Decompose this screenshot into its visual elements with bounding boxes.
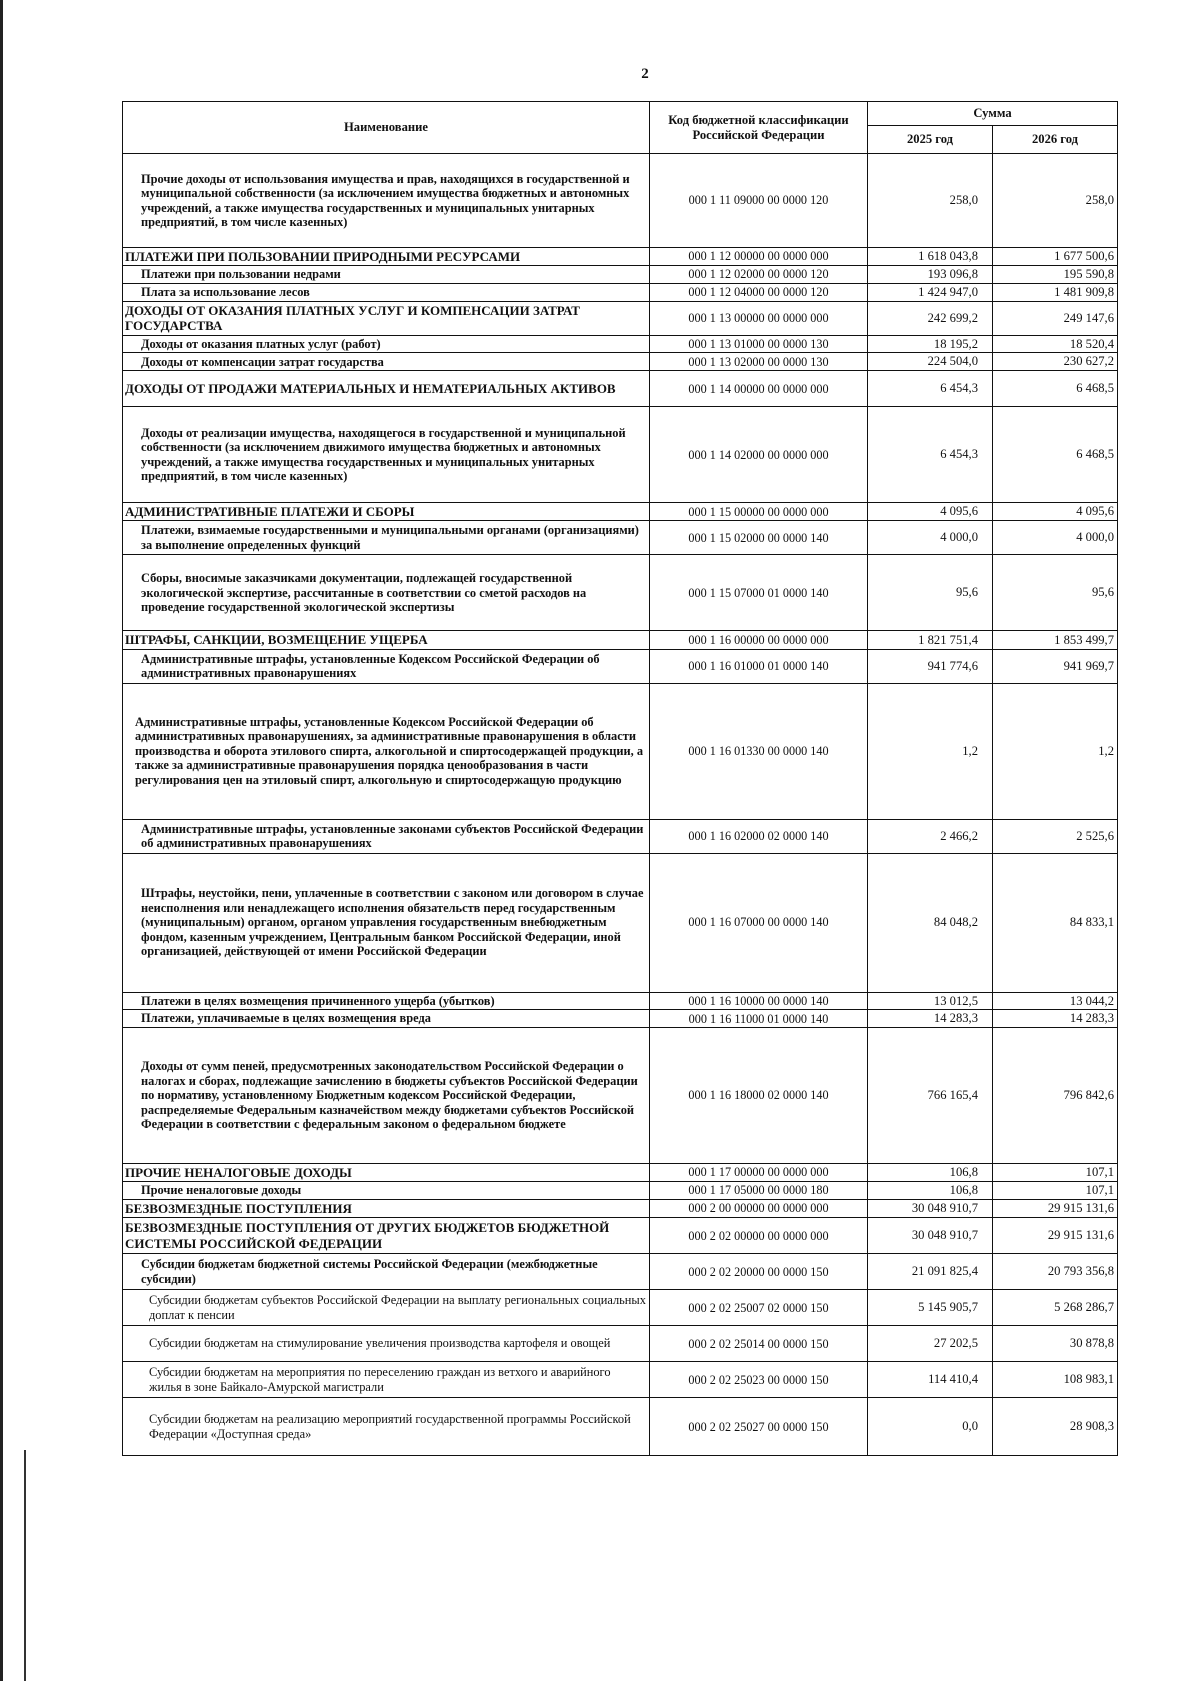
table-row: [123, 248, 1118, 266]
row-name: Платежи при пользовании недрами: [123, 266, 650, 284]
row-sum-2026: 4 095,6: [993, 503, 1118, 521]
row-sum-2025: 766 165,4: [868, 1028, 993, 1164]
table-row: [123, 649, 1118, 683]
row-sum-2026: 13 044,2: [993, 992, 1118, 1010]
row-sum-2025: 114 410,4: [868, 1362, 993, 1398]
row-sum-2026: 5 268 286,7: [993, 1290, 1118, 1326]
row-sum-2026: 1 481 909,8: [993, 283, 1118, 301]
row-sum-2025: 1 424 947,0: [868, 283, 993, 301]
row-name: Доходы от реализации имущества, находящегося в государственной и муниципальной собственности (за исключением движимого имущества бюджетных и автономных учреждений, а также имущества государственных и муниципальных унитарных предприятий, в том числе казенных): [123, 407, 650, 503]
row-name: ШТРАФЫ, САНКЦИИ, ВОЗМЕЩЕНИЕ УЩЕРБА: [123, 631, 650, 649]
row-sum-2026: 107,1: [993, 1164, 1118, 1182]
table-row: [123, 503, 1118, 521]
row-code: 000 1 13 01000 00 0000 130: [650, 335, 868, 353]
table-row: [123, 1362, 1118, 1398]
row-sum-2025: 2 466,2: [868, 819, 993, 853]
scan-edge-mark: [24, 1450, 26, 1681]
table-row: [123, 521, 1118, 555]
header-code: Код бюджетной классификации Российской Федерации: [650, 102, 868, 154]
table-row: [123, 407, 1118, 503]
table-row: [123, 1326, 1118, 1362]
row-code: 000 1 16 11000 01 0000 140: [650, 1010, 868, 1028]
header-year-2026: 2026 год: [993, 126, 1118, 154]
row-code: 000 2 02 00000 00 0000 000: [650, 1218, 868, 1254]
row-code: 000 1 14 00000 00 0000 000: [650, 371, 868, 407]
row-code: 000 1 16 01000 01 0000 140: [650, 649, 868, 683]
table-row: [123, 853, 1118, 992]
row-name: Платежи, уплачиваемые в целях возмещения вреда: [123, 1010, 650, 1028]
row-name: ПРОЧИЕ НЕНАЛОГОВЫЕ ДОХОДЫ: [123, 1164, 650, 1182]
table-row: [123, 1254, 1118, 1290]
budget-revenue-table: [122, 101, 1118, 1456]
row-sum-2026: 108 983,1: [993, 1362, 1118, 1398]
row-sum-2025: 193 096,8: [868, 266, 993, 284]
row-code: 000 2 00 00000 00 0000 000: [650, 1199, 868, 1217]
row-sum-2025: 224 504,0: [868, 353, 993, 371]
table-row: [123, 683, 1118, 819]
row-sum-2025: 95,6: [868, 555, 993, 631]
row-name: ДОХОДЫ ОТ ОКАЗАНИЯ ПЛАТНЫХ УСЛУГ И КОМПЕНСАЦИИ ЗАТРАТ ГОСУДАРСТВА: [123, 301, 650, 335]
row-code: 000 1 16 10000 00 0000 140: [650, 992, 868, 1010]
row-sum-2026: 1,2: [993, 683, 1118, 819]
table-body: [123, 154, 1118, 1456]
row-code: 000 1 16 01330 00 0000 140: [650, 683, 868, 819]
table-row: [123, 266, 1118, 284]
table-row: [123, 371, 1118, 407]
row-sum-2025: 84 048,2: [868, 853, 993, 992]
row-code: 000 1 14 02000 00 0000 000: [650, 407, 868, 503]
row-code: 000 1 16 02000 02 0000 140: [650, 819, 868, 853]
row-sum-2025: 941 774,6: [868, 649, 993, 683]
table-row: [123, 1199, 1118, 1217]
page-number: 2: [641, 66, 649, 82]
row-name: Доходы от сумм пеней, предусмотренных законодательством Российской Федерации о налогах и сборах, подлежащие зачислению в бюджеты субъектов Российской Федерации по нормативу, установленному Бюджетным кодексом Российской Федерации, распределяемые Федеральным казначейством между бюджетами субъектов Российской Федерации в соответствии с федеральным законом о федеральном бюджете: [123, 1028, 650, 1164]
scan-edge: [0, 0, 3, 1681]
row-name: АДМИНИСТРАТИВНЫЕ ПЛАТЕЖИ И СБОРЫ: [123, 503, 650, 521]
row-name: Платежи, взимаемые государственными и муниципальными органами (организациями) за выполнение определенных функций: [123, 521, 650, 555]
row-sum-2026: 1 853 499,7: [993, 631, 1118, 649]
row-sum-2026: 28 908,3: [993, 1398, 1118, 1456]
table-row: [123, 555, 1118, 631]
row-code: 000 2 02 20000 00 0000 150: [650, 1254, 868, 1290]
row-sum-2025: 30 048 910,7: [868, 1199, 993, 1217]
row-code: 000 1 17 00000 00 0000 000: [650, 1164, 868, 1182]
row-sum-2025: 1,2: [868, 683, 993, 819]
row-sum-2026: 230 627,2: [993, 353, 1118, 371]
row-sum-2025: 13 012,5: [868, 992, 993, 1010]
table-row: [123, 154, 1118, 248]
row-code: 000 1 12 04000 00 0000 120: [650, 283, 868, 301]
row-name: Прочие неналоговые доходы: [123, 1182, 650, 1200]
row-code: 000 1 13 02000 00 0000 130: [650, 353, 868, 371]
row-name: Административные штрафы, установленные Кодексом Российской Федерации об административных правонарушениях: [123, 649, 650, 683]
table-row: [123, 1028, 1118, 1164]
row-sum-2026: 258,0: [993, 154, 1118, 248]
table-row: [123, 631, 1118, 649]
row-sum-2025: 5 145 905,7: [868, 1290, 993, 1326]
row-sum-2026: 84 833,1: [993, 853, 1118, 992]
table-row: [123, 1290, 1118, 1326]
row-code: 000 2 02 25007 02 0000 150: [650, 1290, 868, 1326]
row-sum-2026: 29 915 131,6: [993, 1199, 1118, 1217]
row-sum-2026: 195 590,8: [993, 266, 1118, 284]
row-sum-2025: 242 699,2: [868, 301, 993, 335]
row-code: 000 1 12 00000 00 0000 000: [650, 248, 868, 266]
row-sum-2026: 30 878,8: [993, 1326, 1118, 1362]
table-row: [123, 353, 1118, 371]
row-code: 000 1 11 09000 00 0000 120: [650, 154, 868, 248]
row-sum-2025: 18 195,2: [868, 335, 993, 353]
row-sum-2026: 6 468,5: [993, 407, 1118, 503]
row-name: ДОХОДЫ ОТ ПРОДАЖИ МАТЕРИАЛЬНЫХ И НЕМАТЕРИАЛЬНЫХ АКТИВОВ: [123, 371, 650, 407]
row-sum-2025: 30 048 910,7: [868, 1218, 993, 1254]
row-sum-2026: 14 283,3: [993, 1010, 1118, 1028]
row-sum-2026: 941 969,7: [993, 649, 1118, 683]
row-sum-2025: 14 283,3: [868, 1010, 993, 1028]
row-name: Доходы от оказания платных услуг (работ): [123, 335, 650, 353]
table-row: [123, 1010, 1118, 1028]
row-name: Административные штрафы, установленные законами субъектов Российской Федерации об административных правонарушениях: [123, 819, 650, 853]
row-sum-2025: 1 821 751,4: [868, 631, 993, 649]
row-name: Субсидии бюджетам на реализацию мероприятий государственной программы Российской Федерации «Доступная среда»: [123, 1398, 650, 1456]
row-sum-2026: 1 677 500,6: [993, 248, 1118, 266]
row-sum-2026: 4 000,0: [993, 521, 1118, 555]
table-row: [123, 819, 1118, 853]
row-sum-2025: 258,0: [868, 154, 993, 248]
row-name: Административные штрафы, установленные Кодексом Российской Федерации об административных правонарушениях, за административные правонарушения в области производства и оборота этилового спирта, алкогольной и спиртосодержащей продукции, а также за административные правонарушения порядка ценообразования в части регулирования цен на этиловый спирт, алкогольную и спиртосодержащую продукцию: [123, 683, 650, 819]
table-row: [123, 992, 1118, 1010]
row-name: ПЛАТЕЖИ ПРИ ПОЛЬЗОВАНИИ ПРИРОДНЫМИ РЕСУРСАМИ: [123, 248, 650, 266]
row-sum-2025: 4 000,0: [868, 521, 993, 555]
table-row: [123, 1398, 1118, 1456]
row-sum-2026: 95,6: [993, 555, 1118, 631]
row-sum-2025: 4 095,6: [868, 503, 993, 521]
row-sum-2025: 106,8: [868, 1182, 993, 1200]
row-code: 000 1 12 02000 00 0000 120: [650, 266, 868, 284]
row-sum-2026: 796 842,6: [993, 1028, 1118, 1164]
table-row: [123, 1164, 1118, 1182]
row-sum-2026: 29 915 131,6: [993, 1218, 1118, 1254]
row-name: Штрафы, неустойки, пени, уплаченные в соответствии с законом или договором в случае неисполнения или ненадлежащего исполнения обязательств перед государственным (муниципальным) органом, органом управления государственным внебюджетным фондом, казенным учреждением, Центральным банком Российской Федерации, иной организацией, действующей от имени Российской Федерации: [123, 853, 650, 992]
row-name: БЕЗВОЗМЕЗДНЫЕ ПОСТУПЛЕНИЯ: [123, 1199, 650, 1217]
row-code: 000 1 15 07000 01 0000 140: [650, 555, 868, 631]
row-sum-2025: 21 091 825,4: [868, 1254, 993, 1290]
row-code: 000 2 02 25027 00 0000 150: [650, 1398, 868, 1456]
row-sum-2026: 6 468,5: [993, 371, 1118, 407]
row-name: Плата за использование лесов: [123, 283, 650, 301]
row-sum-2025: 106,8: [868, 1164, 993, 1182]
row-sum-2026: 20 793 356,8: [993, 1254, 1118, 1290]
row-sum-2026: 107,1: [993, 1182, 1118, 1200]
row-sum-2026: 18 520,4: [993, 335, 1118, 353]
row-sum-2026: 249 147,6: [993, 301, 1118, 335]
row-name: Платежи в целях возмещения причиненного ущерба (убытков): [123, 992, 650, 1010]
row-code: 000 1 17 05000 00 0000 180: [650, 1182, 868, 1200]
row-name: Субсидии бюджетам на стимулирование увеличения производства картофеля и овощей: [123, 1326, 650, 1362]
row-code: 000 2 02 25023 00 0000 150: [650, 1362, 868, 1398]
header-sum: Сумма: [868, 102, 1118, 126]
row-sum-2025: 0,0: [868, 1398, 993, 1456]
row-sum-2025: 27 202,5: [868, 1326, 993, 1362]
row-code: 000 1 15 00000 00 0000 000: [650, 503, 868, 521]
row-code: 000 1 15 02000 00 0000 140: [650, 521, 868, 555]
row-name: Субсидии бюджетам на мероприятия по переселению граждан из ветхого и аварийного жилья в зоне Байкало-Амурской магистрали: [123, 1362, 650, 1398]
row-name: БЕЗВОЗМЕЗДНЫЕ ПОСТУПЛЕНИЯ ОТ ДРУГИХ БЮДЖЕТОВ БЮДЖЕТНОЙ СИСТЕМЫ РОССИЙСКОЙ ФЕДЕРАЦИИ: [123, 1218, 650, 1254]
row-name: Сборы, вносимые заказчиками документации, подлежащей государственной экологической экспертизе, рассчитанные в соответствии со сметой расходов на проведение государственной экологической экспертизы: [123, 555, 650, 631]
row-name: Субсидии бюджетам бюджетной системы Российской Федерации (межбюджетные субсидии): [123, 1254, 650, 1290]
table-row: [123, 1182, 1118, 1200]
row-sum-2025: 1 618 043,8: [868, 248, 993, 266]
table-row: [123, 1218, 1118, 1254]
table-row: [123, 283, 1118, 301]
header-name: Наименование: [123, 102, 650, 154]
row-sum-2026: 2 525,6: [993, 819, 1118, 853]
table-row: [123, 301, 1118, 335]
row-code: 000 1 16 18000 02 0000 140: [650, 1028, 868, 1164]
row-code: 000 2 02 25014 00 0000 150: [650, 1326, 868, 1362]
header-year-2025: 2025 год: [868, 126, 993, 154]
row-code: 000 1 13 00000 00 0000 000: [650, 301, 868, 335]
row-name: Прочие доходы от использования имущества и прав, находящихся в государственной и муниципальной собственности (за исключением имущества бюджетных и автономных учреждений, а также имущества государственных и муниципальных унитарных предприятий, в том числе казенных): [123, 154, 650, 248]
row-sum-2025: 6 454,3: [868, 371, 993, 407]
row-code: 000 1 16 07000 00 0000 140: [650, 853, 868, 992]
row-sum-2025: 6 454,3: [868, 407, 993, 503]
table-row: [123, 335, 1118, 353]
row-code: 000 1 16 00000 00 0000 000: [650, 631, 868, 649]
row-name: Субсидии бюджетам субъектов Российской Федерации на выплату региональных социальных доплат к пенсии: [123, 1290, 650, 1326]
row-name: Доходы от компенсации затрат государства: [123, 353, 650, 371]
